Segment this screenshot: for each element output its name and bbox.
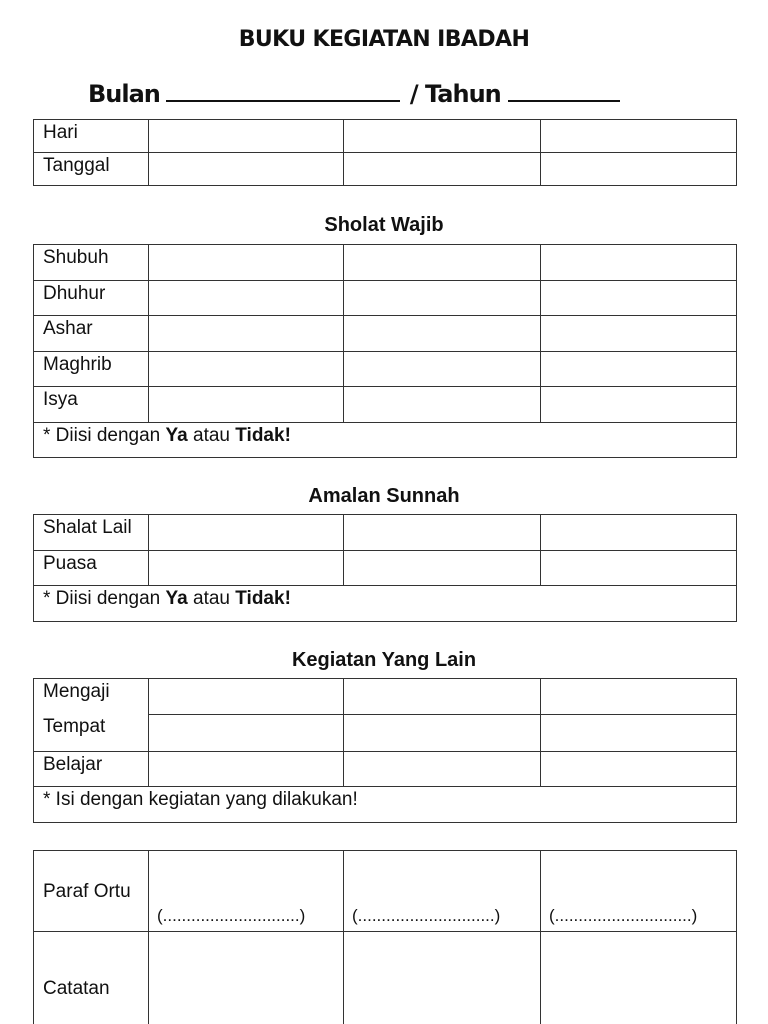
row-label-shalat-lail: Shalat Lail <box>34 515 149 551</box>
signature-field-3[interactable]: (.............................) <box>541 851 737 932</box>
bulan-label: Bulan <box>88 80 160 108</box>
section-title-amalan-sunnah: Amalan Sunnah <box>308 485 460 507</box>
table-row-hari <box>34 120 737 153</box>
row-label-mengaji-tempat <box>34 679 149 752</box>
row-label-tanggal: Tanggal <box>34 153 149 186</box>
row-label-ashar: Ashar <box>34 316 149 352</box>
row-label-puasa: Puasa <box>34 551 149 586</box>
label-tempat: Tempat <box>43 716 106 737</box>
note-option-ya: Ya <box>165 424 188 446</box>
note-mid: atau <box>187 424 236 446</box>
puasa-cell-3[interactable] <box>541 551 737 586</box>
instruction-note: * Isi dengan kegiatan yang dilakukan! <box>34 787 737 823</box>
dhuhur-cell-3[interactable] <box>541 280 737 316</box>
shalat-lail-cell-3[interactable] <box>541 515 737 551</box>
table-row-shalat-lail <box>34 515 737 551</box>
shubuh-cell-3[interactable] <box>541 245 737 281</box>
note-prefix: * Diisi dengan <box>43 424 166 446</box>
ashar-cell-1[interactable] <box>149 316 344 352</box>
row-label-dhuhur: Dhuhur <box>34 280 149 316</box>
sholat-wajib-table <box>33 244 737 458</box>
table-row-dhuhur <box>34 280 737 316</box>
row-label-hari: Hari <box>34 120 149 153</box>
ashar-cell-2[interactable] <box>344 316 541 352</box>
table-row-tanggal <box>34 153 737 186</box>
catatan-cell-2[interactable] <box>344 932 541 1024</box>
table-row-note <box>34 586 737 622</box>
period-line <box>88 74 620 108</box>
tahun-field[interactable] <box>508 100 620 102</box>
note-prefix: * Diisi dengan <box>43 588 166 609</box>
belajar-cell-3[interactable] <box>541 752 737 787</box>
dhuhur-cell-1[interactable] <box>149 280 344 316</box>
hari-cell-2[interactable] <box>344 120 541 153</box>
puasa-cell-1[interactable] <box>149 551 344 586</box>
instruction-note <box>34 422 737 458</box>
amalan-sunnah-table <box>33 514 737 622</box>
puasa-cell-2[interactable] <box>344 551 541 586</box>
table-row-paraf <box>34 851 737 932</box>
isya-cell-2[interactable] <box>344 387 541 423</box>
table-row-puasa <box>34 551 737 586</box>
shalat-lail-cell-2[interactable] <box>344 515 541 551</box>
label-mengaji: Mengaji <box>43 681 110 702</box>
mengaji-cell-3[interactable] <box>541 679 737 715</box>
shubuh-cell-1[interactable] <box>149 245 344 281</box>
table-row-note <box>34 787 737 823</box>
table-row-belajar <box>34 752 737 787</box>
table-row-ashar <box>34 316 737 352</box>
shubuh-cell-2[interactable] <box>344 245 541 281</box>
catatan-cell-3[interactable] <box>541 932 737 1024</box>
catatan-cell-1[interactable] <box>149 932 344 1024</box>
isya-cell-1[interactable] <box>149 387 344 423</box>
isya-cell-3[interactable] <box>541 387 737 423</box>
table-row-maghrib <box>34 351 737 387</box>
row-label-maghrib: Maghrib <box>34 351 149 387</box>
belajar-cell-1[interactable] <box>149 752 344 787</box>
document-title: BUKU KEGIATAN IBADAH <box>238 27 530 52</box>
tanggal-cell-3[interactable] <box>541 153 737 186</box>
note-mid: atau <box>187 588 236 609</box>
note-option-ya: Ya <box>165 588 188 609</box>
tanggal-cell-1[interactable] <box>149 153 344 186</box>
row-label-isya: Isya <box>34 387 149 423</box>
signature-field-2[interactable]: (.............................) <box>344 851 541 932</box>
row-label-shubuh: Shubuh <box>34 245 149 281</box>
note-option-tidak: Tidak! <box>235 424 291 446</box>
note-option-tidak: Tidak! <box>235 588 291 609</box>
shalat-lail-cell-1[interactable] <box>149 515 344 551</box>
hari-cell-3[interactable] <box>541 120 737 153</box>
kegiatan-lain-table <box>33 678 737 823</box>
tempat-cell-2[interactable] <box>344 714 541 751</box>
row-label-belajar: Belajar <box>34 752 149 787</box>
maghrib-cell-2[interactable] <box>344 351 541 387</box>
table-row-catatan <box>34 932 737 1024</box>
table-row-note <box>34 422 737 458</box>
tempat-cell-3[interactable] <box>541 714 737 751</box>
row-label-paraf-ortu: Paraf Ortu <box>34 851 149 932</box>
ashar-cell-3[interactable] <box>541 316 737 352</box>
hari-cell-1[interactable] <box>149 120 344 153</box>
row-label-catatan: Catatan <box>34 932 149 1024</box>
table-row-shubuh <box>34 245 737 281</box>
belajar-cell-2[interactable] <box>344 752 541 787</box>
tanggal-cell-2[interactable] <box>344 153 541 186</box>
maghrib-cell-3[interactable] <box>541 351 737 387</box>
table-row-isya <box>34 387 737 423</box>
table-row-mengaji <box>34 679 737 715</box>
section-title-kegiatan-lain: Kegiatan Yang Lain <box>291 649 477 671</box>
signature-field-1[interactable]: (.............................) <box>149 851 344 932</box>
date-header-table <box>33 119 737 186</box>
dhuhur-cell-2[interactable] <box>344 280 541 316</box>
maghrib-cell-1[interactable] <box>149 351 344 387</box>
tahun-label: / Tahun <box>409 80 501 108</box>
mengaji-cell-2[interactable] <box>344 679 541 715</box>
signature-table <box>33 850 737 1024</box>
section-title-sholat-wajib: Sholat Wajib <box>324 214 444 236</box>
instruction-note <box>34 586 737 622</box>
mengaji-cell-1[interactable] <box>149 679 344 715</box>
bulan-field[interactable] <box>166 100 400 102</box>
tempat-cell-1[interactable] <box>149 714 344 751</box>
